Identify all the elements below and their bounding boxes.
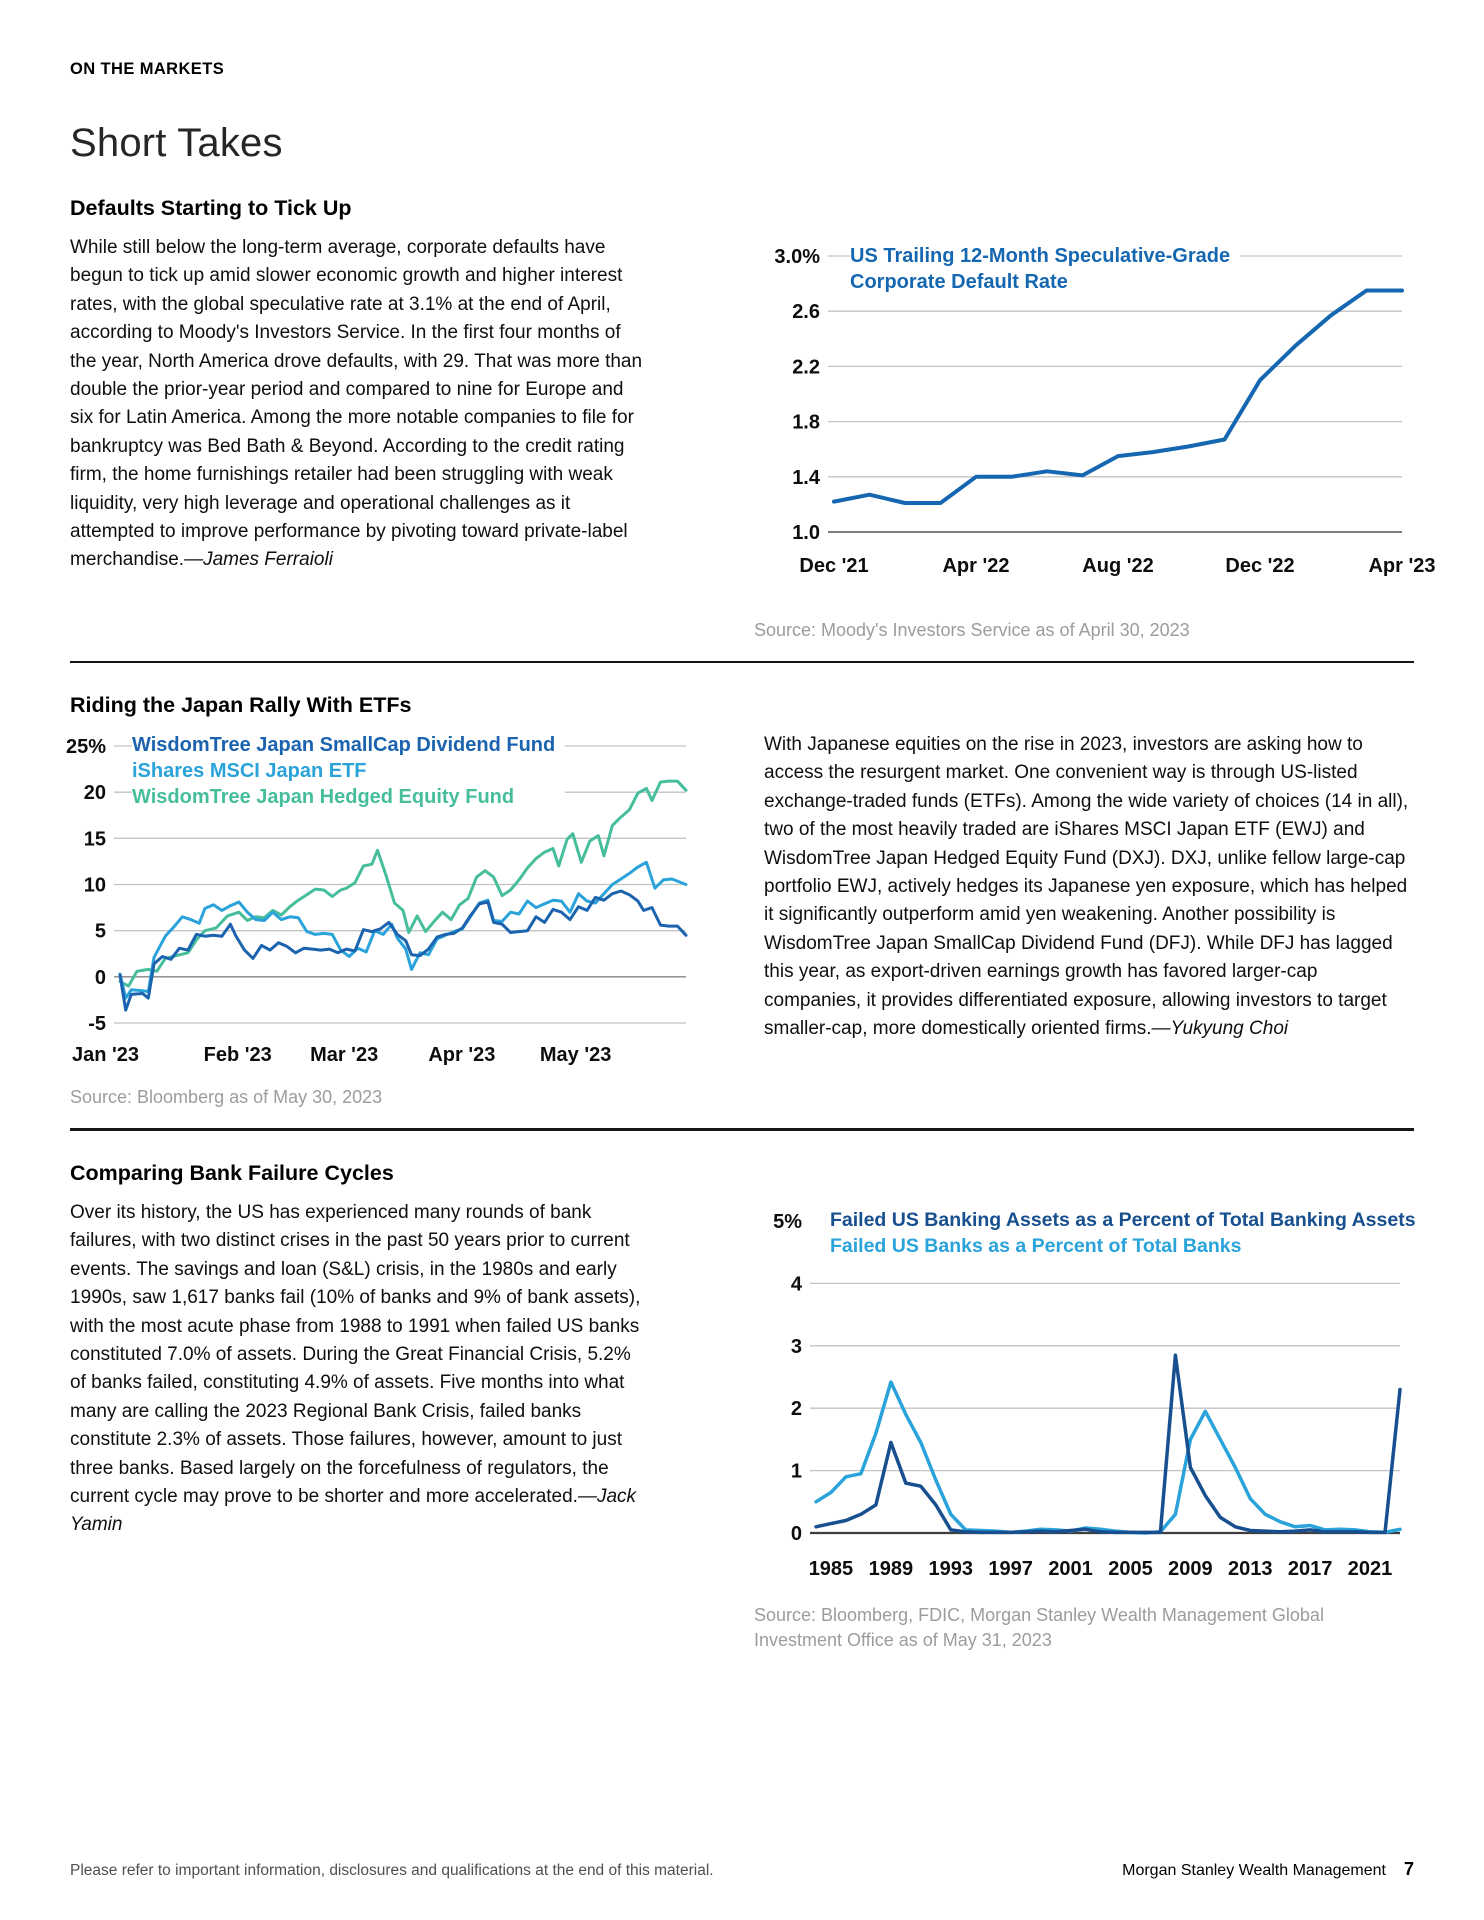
footer-brand: Morgan Stanley Wealth Management	[1122, 1862, 1386, 1879]
y-axis-label: 1.8	[792, 411, 820, 434]
x-axis-label: 2021	[1347, 1558, 1393, 1580]
x-axis-label: 1985	[808, 1558, 854, 1580]
x-axis-label: 2013	[1228, 1558, 1273, 1580]
y-axis-label: 3.0%	[774, 246, 820, 268]
bank-failures-chart-title: Failed US Banking Assets as a Percent of Total Banking Assets Failed US Banks as a Percent of Total Banks	[830, 1207, 1426, 1259]
x-axis-label: Dec '21	[799, 555, 869, 577]
footer-page-number: 7	[1403, 1859, 1414, 1879]
y-axis-label: 3	[790, 1335, 802, 1358]
footer-disclaimer: Please refer to important information, disclosures and qualifications at the end of this material.	[70, 1862, 714, 1879]
bank-failures-chart-block	[754, 1199, 1414, 1653]
y-axis-label: 2	[790, 1398, 802, 1421]
x-axis-label: 2009	[1168, 1558, 1213, 1580]
series-line	[816, 1382, 1400, 1533]
default-rate-chart-block	[754, 234, 1436, 643]
bank-failures-chart-source: Source: Bloomberg, FDIC, Morgan Stanley Wealth Management Global Investment Office as of May 31, 2023	[754, 1605, 1324, 1650]
series-line	[816, 1355, 1400, 1532]
y-axis-label: 20	[83, 782, 106, 805]
series-line	[120, 781, 686, 986]
x-axis-label: 1989	[868, 1558, 914, 1580]
y-axis-label: 2.2	[792, 356, 820, 379]
x-axis-label: 2001	[1048, 1558, 1093, 1580]
bank-failures-chart	[754, 1199, 1414, 1591]
y-axis-label: 0	[790, 1523, 802, 1545]
y-axis-label: 4	[790, 1273, 802, 1296]
japan-chart-block	[65, 731, 692, 1110]
x-axis-label: Apr '23	[1368, 555, 1436, 577]
banks-text-column	[70, 1199, 645, 1540]
y-axis-label: 15	[83, 828, 106, 851]
japan-etfs-chart	[65, 731, 692, 1073]
legend-item-dfj: WisdomTree Japan SmallCap Dividend Fund	[132, 734, 556, 756]
y-axis-label: 5	[94, 920, 106, 943]
default-rate-chart-source: Source: Moody's Investors Service as of April 30, 2023	[754, 620, 1190, 640]
x-axis-label: 1993	[928, 1558, 974, 1580]
y-axis-label: 2.6	[792, 301, 820, 324]
y-axis-label: 10	[83, 874, 106, 897]
x-axis-label: May '23	[539, 1044, 612, 1066]
y-axis-label: 1.4	[792, 466, 820, 489]
japan-text-column	[764, 731, 1414, 1043]
y-axis-label: 5%	[773, 1211, 802, 1233]
x-axis-label: Aug '22	[1082, 555, 1154, 577]
legend-item-ewj: iShares MSCI Japan ETF	[132, 760, 367, 782]
japan-chart-source: Source: Bloomberg as of May 30, 2023	[70, 1087, 383, 1107]
defaults-paragraph: While still below the long-term average, corporate defaults have begun to tick up amid slower economic growth and higher interest rates, with the global speculative rate at 3.1% at the end of April, according to Moody's Investors Service. In the first four months of the year, North America drove defaults, with 29. That was more than double the prior-year period and compared to nine for Europe and six for Latin America. Among the more notable companies to file for bankruptcy was Bed Bath & Beyond. According to the credit rating firm, the home furnishings retailer had been struggling with weak liquidity, very high leverage and operational challenges as it attempted to improve performance by pivoting toward private-label merchandise.—James Ferraioli	[70, 237, 643, 571]
section-defaults	[70, 234, 1436, 643]
x-axis-label: 2005	[1108, 1558, 1153, 1580]
legend-item-dxj: WisdomTree Japan Hedged Equity Fund	[132, 786, 515, 808]
x-axis-label: Jan '23	[72, 1044, 140, 1066]
section-heading-japan: Riding the Japan Rally With ETFs	[70, 693, 412, 717]
section-divider	[70, 661, 1414, 663]
banks-paragraph: Over its history, the US has experienced many rounds of bank failures, with two distinct crises in the past 50 years prior to current events. The savings and loan (S&L) crisis, in the 1980s and early 1990s, saw 1,617 banks fail (10% of banks and 9% of bank assets), with the most acute phase from 1988 to 1991 when failed US banks constituted 7.0% of assets. During the Great Financial Crisis, 5.2% of banks failed, constituting 4.9% of assets. Five months into what many are calling the 2023 Regional Bank Crisis, failed banks constitute 2.3% of assets. Those failures, however, amount to just three banks. Based largely on the forcefulness of regulators, the current cycle may prove to be shorter and more accelerated.—Jack Yamin	[70, 1202, 641, 1536]
section-japan	[65, 731, 1414, 1110]
defaults-text-column	[70, 234, 645, 575]
banks-byline: —Jack Yamin	[70, 1486, 637, 1536]
y-axis-label: 1	[790, 1460, 802, 1483]
page-title: Short Takes	[70, 121, 283, 165]
section-heading-defaults: Defaults Starting to Tick Up	[70, 196, 352, 220]
y-axis-label: 0	[94, 966, 106, 989]
y-axis-label: -5	[88, 1013, 106, 1035]
section-divider	[70, 1128, 1414, 1131]
x-axis-label: Dec '22	[1225, 555, 1295, 577]
default-rate-chart-title: US Trailing 12-Month Speculative-Grade Corporate Default Rate	[850, 243, 1240, 295]
y-axis-label: 1.0	[792, 522, 820, 544]
x-axis-label: 1997	[988, 1558, 1033, 1580]
y-axis-label: 25%	[65, 736, 106, 758]
section-banks	[70, 1199, 1414, 1653]
x-axis-label: Feb '23	[203, 1044, 272, 1066]
page-footer	[70, 1859, 1414, 1880]
defaults-byline: —James Ferraioli	[184, 549, 333, 571]
x-axis-label: 2017	[1287, 1558, 1333, 1580]
series-line	[834, 291, 1402, 504]
x-axis-label: Apr '22	[942, 555, 1010, 577]
default-rate-chart	[754, 234, 1436, 606]
x-axis-label: Apr '23	[428, 1044, 496, 1066]
document-kicker: ON THE MARKETS	[70, 60, 225, 78]
japan-byline: —Yukyung Choi	[1151, 1018, 1289, 1040]
section-heading-banks: Comparing Bank Failure Cycles	[70, 1161, 394, 1185]
japan-paragraph: With Japanese equities on the rise in 2023, investors are asking how to access the resurgent market. One convenient way is through US-listed exchange-traded funds (ETFs). Among the wide variety of choices (14 in all), two of the most heavily traded are iShares MSCI Japan ETF (EWJ) and WisdomTree Japan Hedged Equity Fund (DXJ). DXJ, unlike fellow large-cap portfolio EWJ, actively hedges its Japanese yen exposure, which has helped it significantly outperform amid yen weakening. Another possibility is WisdomTree Japan SmallCap Dividend Fund (DFJ). While DFJ has lagged this year, as export-driven earnings growth has favored larger-cap companies, it provides differentiated exposure, allowing investors to target smaller-cap, more domestically oriented firms.—Yukyung Choi	[764, 734, 1409, 1040]
japan-chart-legend	[132, 732, 565, 810]
x-axis-label: Mar '23	[310, 1044, 379, 1066]
